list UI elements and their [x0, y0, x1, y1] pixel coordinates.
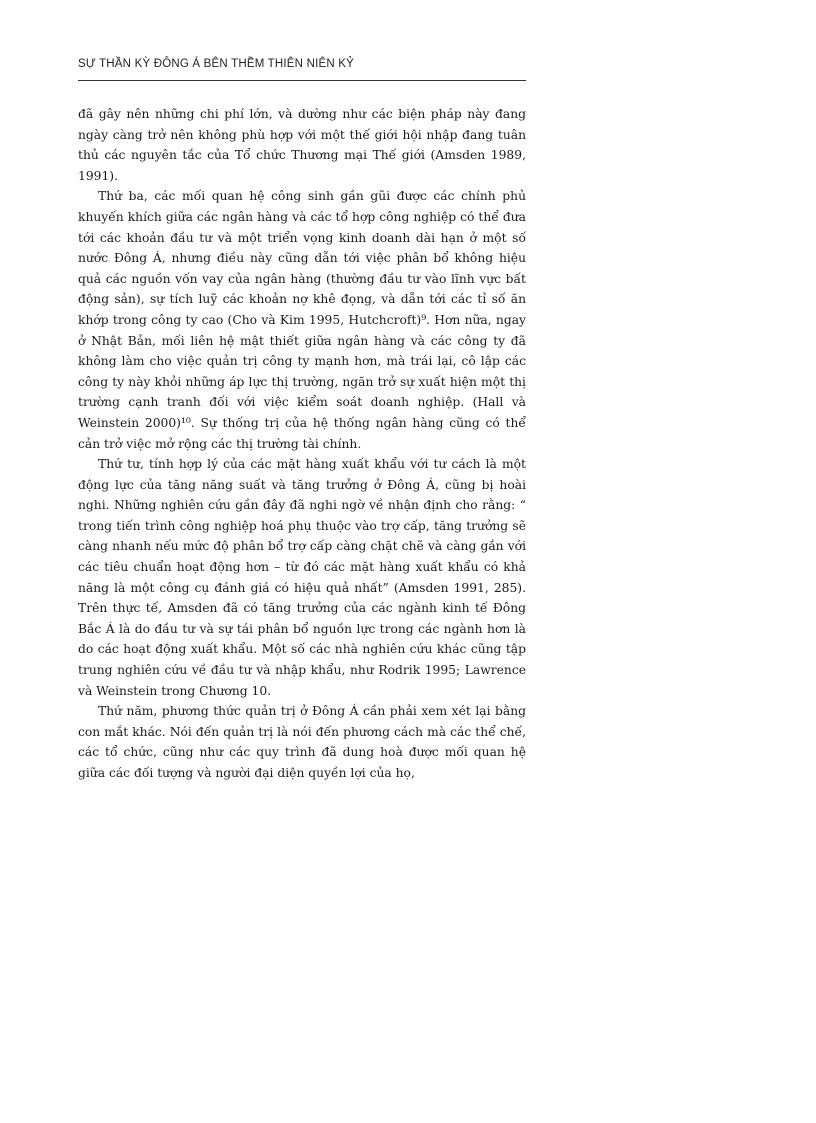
header-rule — [78, 80, 526, 81]
paragraph-1: đã gây nên những chi phí lớn, và dường như các biện pháp này đang ngày càng trở nên không phù hợp với một thế giới hội nhập đang tuân thủ các nguyên tắc của Tổ chức Thương mại Thế giới (Amsden 1989, 1991). — [78, 107, 526, 183]
paragraph-4: Thứ năm, phương thức quản trị ở Đông Á cần phải xem xét lại bằng con mắt khác. Nói đến quản trị là nói đến phương cách mà các thể chế, các tổ chức, cũng như các quy trình đã dung hoà được mối quan hệ giữa các đối tượng và người đại diện quyền lợi của họ, — [78, 704, 526, 780]
paragraph-3: Thứ tư, tính hợp lý của các mặt hàng xuất khẩu với tư cách là một động lực của tăng năng suất và tăng trưởng ở Đông Á, cũng bị hoài nghi. Những nghiên cứu gần đây đã nghi ngờ về nhận định cho rằng: “ trong tiến trình công nghiệp hoá phụ thuộc vào trợ cấp, tăng trưởng sẽ càng nhanh nếu mức độ phân bổ trợ cấp càng chặt chẽ và càng gắn với các tiêu chuẩn hoạt động hơn – từ đó các mặt hàng xuất khẩu có khả năng là một công cụ đánh giá có hiệu quả nhất” (Amsden 1991, 285). Trên thực tế, Amsden đã có tăng trưởng của các ngành kinh tế Đông Bắc Á là do đầu tư và sự tái phân bổ nguồn lực trong các ngành hơn là do các hoạt động xuất khẩu. Một số các nhà nghiên cứu khác cũng tập trung nghiên cứu về đầu tư và nhập khẩu, như Rodrik 1995; Lawrence và Weinstein trong Chương 10. — [78, 457, 526, 698]
paragraph-2: Thứ ba, các mối quan hệ công sinh gần gũi được các chính phủ khuyến khích giữa các ngân hàng và các tổ hợp công nghiệp có thể đưa tới các khoản đầu tư và một triển vọng kinh doanh dài hạn ở một số nước Đông Á, nhưng điều này cũng dẫn tới việc phân bổ không hiệu quả các nguồn vốn vay của ngân hàng (thường đầu tư vào lĩnh vực bất động sản), sự tích luỹ các khoản nợ khê đọng, và dẫn tới các tỉ số ăn khớp trong công ty cao (Cho và Kim 1995, Hutchcroft)⁹. Hơn nữa, ngay ở Nhật Bản, mối liên hệ mật thiết giữa ngân hàng và các công ty đã không làm cho việc quản trị công ty mạnh hơn, mà trái lại, cô lập các công ty này khỏi những áp lực thị trường, ngăn trở sự xuất hiện một thị trường cạnh tranh đối với việc kiểm soát doanh nghiệp. (Hall và Weinstein 2000)¹⁰. Sự thống trị của hệ thống ngân hàng cũng có thể cản trở việc mở rộng các thị trường tài chính. — [78, 189, 526, 451]
running-header: SỰ THẦN KỲ ĐÔNG Á BÊN THỀM THIÊN NIÊN KỶ — [78, 58, 354, 70]
body-text — [78, 104, 526, 784]
